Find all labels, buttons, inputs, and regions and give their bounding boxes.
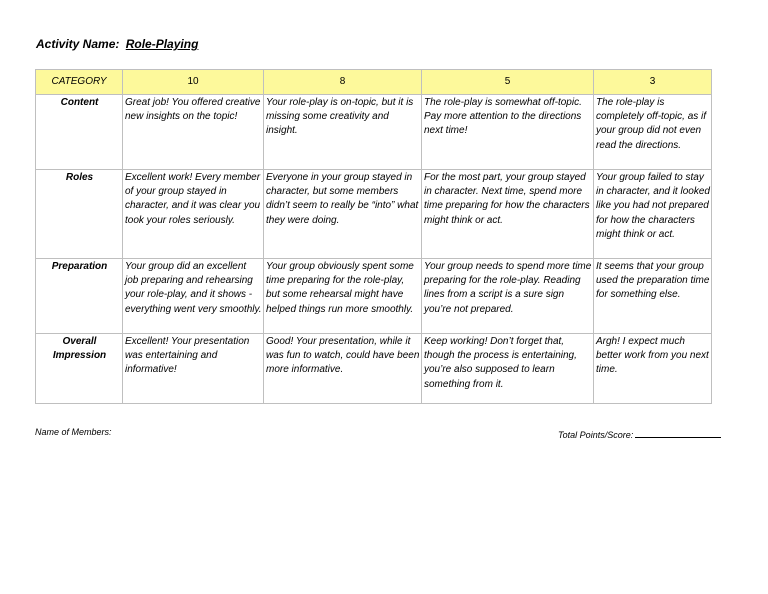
criteria-cell: Good! Your presentation, while it was fun to watch, could have been more informative. [264, 334, 422, 404]
criteria-cell: The role-play is completely off-topic, as if your group did not even read the directions. [594, 95, 712, 170]
category-cell: Roles [36, 170, 123, 259]
criteria-cell: Great job! You offered creative new insights on the topic! [123, 95, 264, 170]
activity-name-line [36, 37, 198, 51]
criteria-cell: Your group needs to spend more time preparing for the role-play. Reading lines from a script is a sure sign you’re not prepared. [422, 259, 594, 334]
criteria-cell: Everyone in your group stayed in character, but some members didn’t seem to really be “into” what they were doing. [264, 170, 422, 259]
column-header-score-10: 10 [123, 70, 264, 95]
category-cell: Overall Impression [36, 334, 123, 404]
criteria-cell: Keep working! Don’t forget that, though the process is entertaining, you’re also supposed to learn something from it. [422, 334, 594, 404]
table-row [36, 259, 712, 334]
criteria-cell: The role-play is somewhat off-topic. Pay more attention to the directions next time! [422, 95, 594, 170]
criteria-cell: Your group obviously spent some time preparing for the role-play, but some rehearsal might have helped things run more smoothly. [264, 259, 422, 334]
table-row [36, 170, 712, 259]
score-line [558, 427, 721, 440]
criteria-cell: For the most part, your group stayed in character. Next time, spend more time preparing for how the characters might think or act. [422, 170, 594, 259]
criteria-cell: Excellent! Your presentation was entertaining and informative! [123, 334, 264, 404]
table-row [36, 334, 712, 404]
criteria-cell: It seems that your group used the preparation time for something else. [594, 259, 712, 334]
score-blank-line [635, 427, 721, 438]
criteria-cell: Your role-play is on-topic, but it is missing some creativity and insight. [264, 95, 422, 170]
table-row [36, 95, 712, 170]
criteria-cell: Argh! I expect much better work from you next time. [594, 334, 712, 404]
criteria-cell: Excellent work! Every member of your group stayed in character, and it was clear you took your roles seriously. [123, 170, 264, 259]
rubric-table [35, 69, 712, 404]
score-label: Total Points/Score: [558, 430, 634, 440]
category-cell: Preparation [36, 259, 123, 334]
members-label: Name of Members: [35, 427, 112, 437]
criteria-cell: Your group failed to stay in character, and it looked like you had not prepared for how the characters might think or act. [594, 170, 712, 259]
activity-name-value: Role-Playing [125, 37, 199, 51]
category-cell: Content [36, 95, 123, 170]
activity-name-label: Activity Name: [36, 37, 120, 51]
column-header-score-3: 3 [594, 70, 712, 95]
rubric-header-row [36, 70, 712, 95]
column-header-score-8: 8 [264, 70, 422, 95]
criteria-cell: Your group did an excellent job preparing and rehearsing your role-play, and it shows - everything went very smoothly. [123, 259, 264, 334]
column-header-score-5: 5 [422, 70, 594, 95]
column-header-category: CATEGORY [36, 70, 123, 95]
